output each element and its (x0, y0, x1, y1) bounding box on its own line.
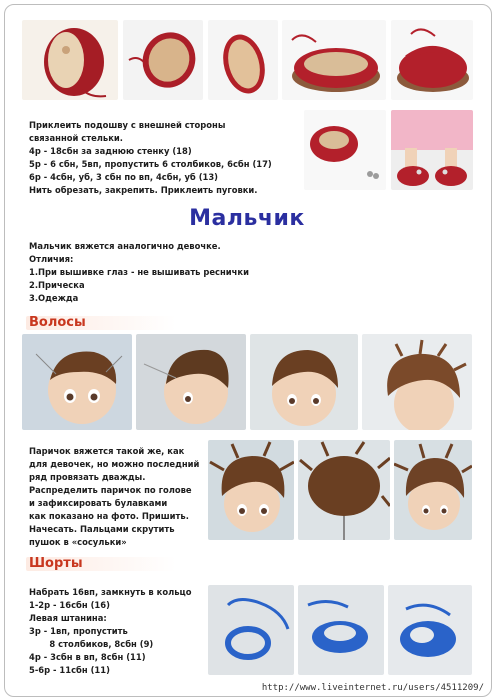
photo-insole (208, 20, 278, 100)
text-line: 1-2р - 16сбн (16) (29, 600, 110, 610)
watermark-url: http://www.liveinternet.ru/users/4511209/ (261, 683, 484, 693)
photo-head-fluffy (362, 334, 472, 430)
photo-shorts-ring (298, 585, 384, 675)
text-line: 5р - 6 сбн, 5вп, пропустить 6 столбиков, 6сбн (17) (29, 159, 272, 169)
text-line: 8 столбиков, 8сбн (9) (29, 639, 154, 649)
text-line: 4р - 18сбн за заднюю стенку (18) (29, 146, 192, 156)
photo-shoe-strap (391, 20, 473, 100)
photo-hair-side (394, 440, 472, 540)
section-title-hair: Волосы (29, 315, 86, 330)
photo-shorts-chain (208, 585, 294, 675)
text-line: Приклеить подошву с внешней стороны (29, 120, 226, 130)
page-title: Мальчик (189, 206, 305, 231)
text-line: Начесать. Пальцами скрутить (29, 524, 175, 534)
text-line: Отличия: (29, 254, 74, 264)
photo-finished-shoe (304, 110, 386, 190)
text-line: 5-6р - 11сбн (11) (29, 665, 110, 675)
text-line: Паричок вяжется такой же, как (29, 446, 185, 456)
photo-head-wig-sewn (250, 334, 358, 430)
text-line: как показано на фото. Пришить. (29, 511, 189, 521)
text-line: 1.При вышивке глаз - не вышивать реснички (29, 267, 249, 277)
photo-head-wig-pinned (136, 334, 246, 430)
text-line: 6р - 4сбн, уб, 3 сбн по вп, 4сбн, уб (13) (29, 172, 219, 182)
photo-shoe-wall (282, 20, 386, 100)
text-line: 4р - 3сбн в вп, 8сбн (11) (29, 652, 146, 662)
text-line: Мальчик вяжется аналогично девочке. (29, 241, 221, 251)
section-title-shorts: Шорты (29, 556, 83, 571)
text-line: 3.Одежда (29, 293, 79, 303)
photo-doll-shoes (391, 110, 473, 190)
photo-shorts-leg (388, 585, 472, 675)
text-line: для девочек, но можно последний (29, 459, 200, 469)
text-line: Нить обрезать, закрепить. Приклеить пуговки. (29, 185, 258, 195)
text-line: Набрать 16вп, замкнуть в кольцо (29, 587, 192, 597)
text-line: Левая штанина: (29, 613, 107, 623)
text-line: ряд провязать дважды. (29, 472, 146, 482)
text-line: связанной стельки. (29, 133, 123, 143)
text-line: и зафиксировать булавками (29, 498, 168, 508)
text-line: 3р - 1вп, пропустить (29, 626, 128, 636)
photo-sole-button (22, 20, 118, 100)
photo-head-pins (22, 334, 132, 430)
photo-sole-edging (123, 20, 203, 100)
photo-hair-front (208, 440, 294, 540)
photo-hair-top (298, 440, 390, 540)
text-line: Распределить паричок по голове (29, 485, 192, 495)
text-line: пушок в «сосульки» (29, 537, 127, 547)
text-line: 2.Прическа (29, 280, 85, 290)
